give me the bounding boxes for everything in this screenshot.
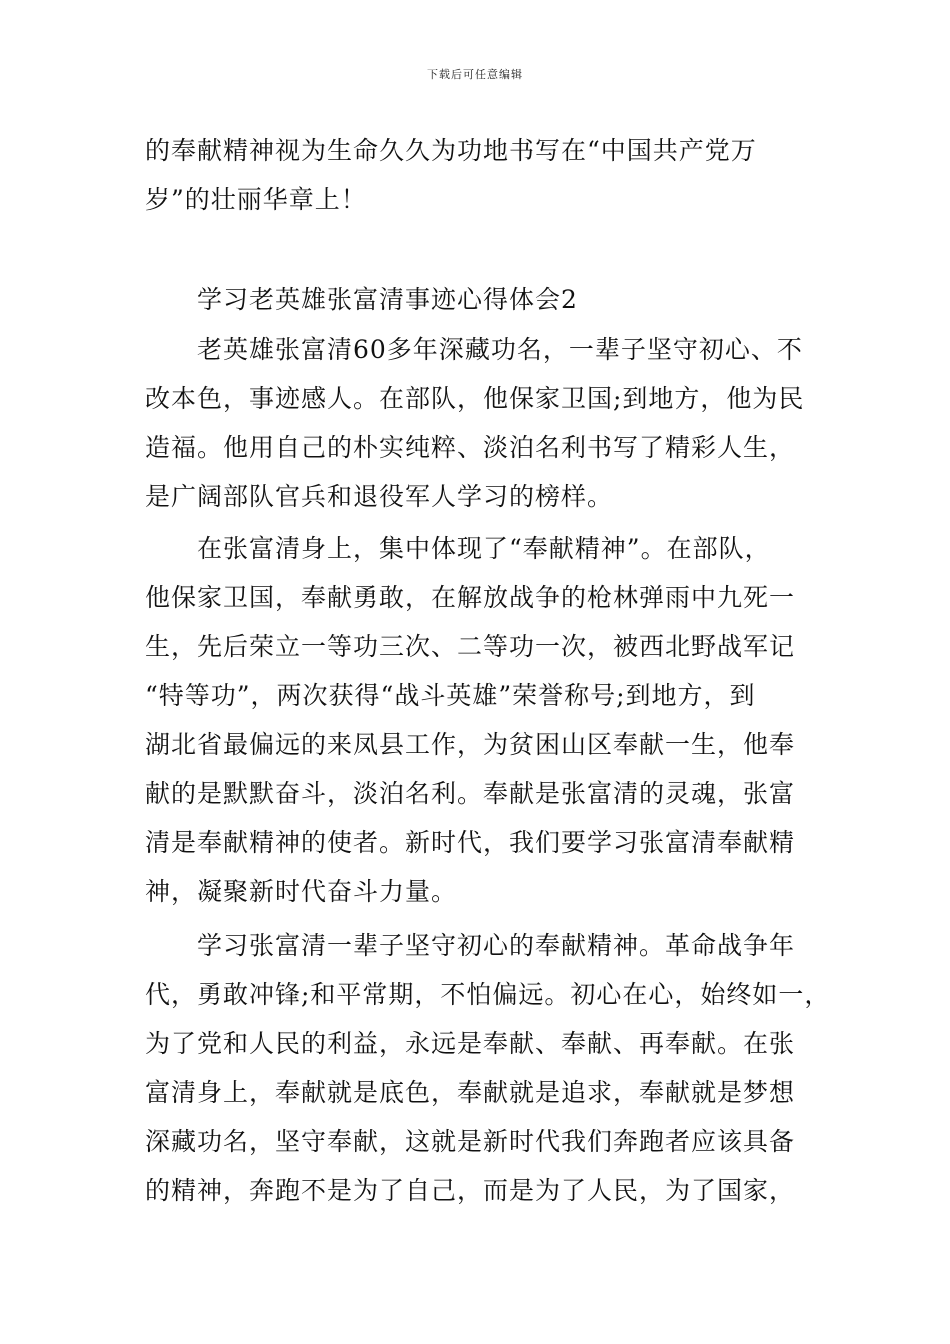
text-line: 的精神，奔跑不是为了自己，而是为了人民，为了国家， [145,1176,796,1205]
text-line: 深藏功名，坚守奉献，这就是新时代我们奔跑者应该具备 [145,1127,796,1156]
text-line: “特等功”，两次获得“战斗英雄”荣誉称号;到地方，到 [145,681,756,710]
text-line: 他保家卫国，奉献勇敢，在解放战争的枪林弹雨中九死一 [145,583,796,612]
text-line: 神，凝聚新时代奋斗力量。 [145,877,458,906]
text-line: 清是奉献精神的使者。新时代，我们要学习张富清奉献精 [145,828,796,857]
section-title: 学习老英雄张富清事迹心得体会2 [197,285,578,314]
text-line: 改本色，事迹感人。在部队，他保家卫国;到地方，他为民 [145,384,805,413]
text-line: 老英雄张富清60多年深藏功名，一辈子坚守初心、不 [145,335,803,364]
text-line: 是广阔部队官兵和退役军人学习的榜样。 [145,482,614,511]
text-line: 湖北省最偏远的来凤县工作，为贫困山区奉献一生，他奉 [145,730,796,759]
text-line: 代，勇敢冲锋;和平常期，不怕偏远。初心在心，始终如一， [145,980,831,1009]
header-note: 下载后可任意编辑 [427,68,523,81]
text-line: 献的是默默奋斗，淡泊名利。奉献是张富清的灵魂，张富 [145,779,796,808]
paragraph-3 [145,921,831,1215]
text-line: 在张富清身上，集中体现了“奉献精神”。在部队， [145,534,771,563]
text-line: 学习张富清一辈子坚守初心的奉献精神。革命战争年 [145,931,796,960]
paragraph-2 [145,524,810,916]
text-line: 的奉献精神视为生命久久为功地书写在“中国共产党万 [145,136,757,165]
text-line: 造福。他用自己的朴实纯粹、淡泊名利书写了精彩人生， [145,433,796,462]
text-line: 岁”的壮丽华章上！ [145,185,367,214]
text-line: 为了党和人民的利益，永远是奉献、奉献、再奉献。在张 [145,1029,796,1058]
text-line: 富清身上，奉献就是底色，奉献就是追求，奉献就是梦想 [145,1078,796,1107]
paragraph-1 [145,325,810,521]
text-line: 生，先后荣立一等功三次、二等功一次，被西北野战军记 [145,632,796,661]
intro-paragraph [145,126,810,224]
